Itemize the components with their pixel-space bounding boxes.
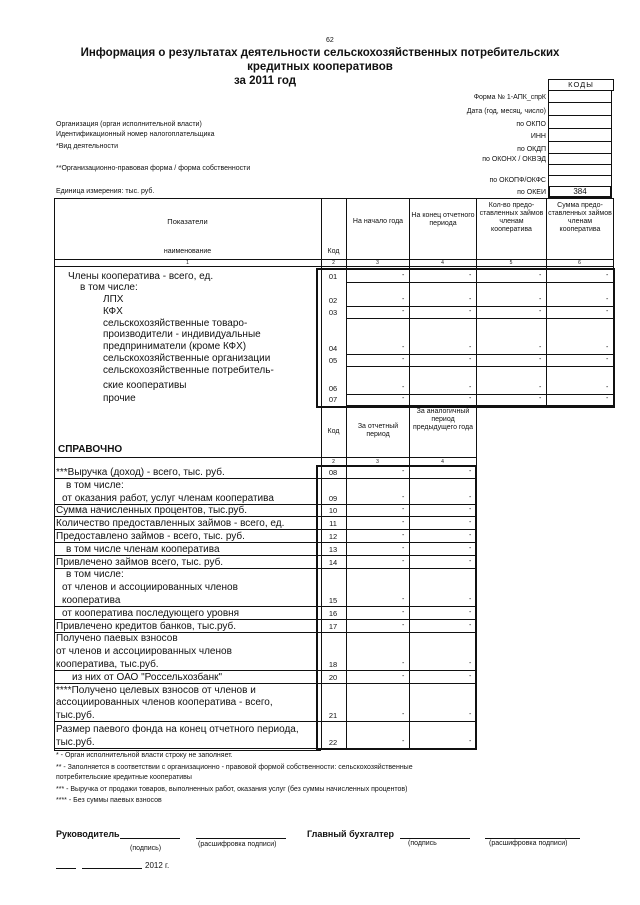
colnum-2: 2 bbox=[332, 260, 335, 266]
cell-value: - bbox=[606, 384, 609, 391]
cell-value: - bbox=[469, 711, 472, 719]
cell-value: - bbox=[606, 344, 609, 351]
footnote: *** - Выручка от продажи товаров, выполненных работ, оказания услуг (без суммы начисленных процентов) bbox=[56, 786, 408, 793]
table-row-label: Получено паевых взносов bbox=[56, 633, 178, 645]
header-report-period: За отчетный период bbox=[357, 423, 399, 438]
signature-accountant-label: Главный бухгалтер bbox=[307, 829, 395, 839]
table-row-label: производители - индивидуальные bbox=[103, 329, 261, 340]
table-row-label: в том числе: bbox=[80, 282, 138, 293]
colnum-3: 3 bbox=[376, 260, 379, 266]
table-row-label: в том числе: bbox=[66, 479, 124, 491]
row-code: 08 bbox=[328, 468, 338, 477]
form-label-inn: ИНН bbox=[530, 133, 546, 140]
codes-header: КОДЫ bbox=[548, 79, 614, 91]
form-label-okdp: по ОКДП bbox=[517, 146, 546, 153]
label-inn: Идентификационный номер налогоплательщика bbox=[56, 131, 215, 138]
header-end-period: На конец отчетного периода bbox=[411, 212, 475, 227]
table-row-label: Размер паевого фонда на конец отчетного периода, bbox=[56, 724, 299, 736]
cell-value: - bbox=[606, 395, 609, 402]
table-row-label: ****Получено целевых взносов от членов и bbox=[56, 684, 256, 696]
decode-caption: (расшифровка подписи) bbox=[198, 841, 277, 848]
label-unit: Единица измерения: тыс. руб. bbox=[56, 188, 155, 195]
cell-value: - bbox=[402, 738, 405, 745]
table-row-label: прочие bbox=[103, 393, 136, 404]
cell-value: - bbox=[402, 308, 405, 315]
title-line-1: Информация о результатах деятельности сельскохозяйственных потребительских bbox=[80, 47, 560, 59]
row-code: 05 bbox=[328, 356, 338, 365]
cell-value: - bbox=[539, 356, 542, 363]
table-row-label: Привлечено кредитов банков, тыс.руб. bbox=[56, 620, 237, 632]
table-row-label: ассоциированных членов кооператива - всего, bbox=[56, 697, 273, 709]
sign-caption: (подпись) bbox=[130, 845, 162, 852]
table-row-label: от членов и ассоциированных членов bbox=[62, 582, 238, 594]
code-box-okei[interactable]: 384 bbox=[548, 187, 612, 198]
code-box-date[interactable] bbox=[548, 103, 612, 116]
table-row-label: в том числе членам кооператива bbox=[66, 543, 220, 555]
table-row-label: кооператива, тыс.руб. bbox=[56, 659, 159, 670]
header-code: Код bbox=[327, 248, 340, 255]
table-row-label: из них от ОАО "Россельхозбанк" bbox=[72, 671, 223, 683]
cell-value: - bbox=[606, 296, 609, 303]
cell-value: - bbox=[469, 532, 472, 539]
cell-value: - bbox=[469, 557, 472, 565]
cell-value: - bbox=[469, 493, 472, 501]
header-prev-period: За аналогичный период предыдущего года bbox=[412, 408, 474, 431]
form-label-form: Форма № 1-АПК_спрК bbox=[473, 94, 546, 101]
header-indicators: Показатели bbox=[167, 217, 208, 226]
cell-value: - bbox=[469, 608, 472, 616]
title-line-3: за 2011 год bbox=[233, 75, 297, 87]
row-code: 18 bbox=[328, 660, 338, 669]
page-title bbox=[40, 46, 600, 88]
cell-value: - bbox=[402, 506, 405, 514]
signature-head-label: Руководитель bbox=[56, 829, 120, 839]
row-code: 09 bbox=[328, 493, 338, 503]
table-row-label: от оказания работ, услуг членам кооператива bbox=[62, 492, 274, 504]
table-row-label: Сумма начисленных процентов, тыс.руб. bbox=[56, 505, 248, 517]
table-row-label: сельскохозяйственные потребитель- bbox=[103, 365, 274, 376]
cell-value: - bbox=[402, 356, 405, 363]
cell-value: - bbox=[469, 506, 472, 514]
header-name: наименование bbox=[163, 248, 212, 255]
cell-value: - bbox=[539, 272, 542, 279]
code-box-form[interactable] bbox=[548, 90, 612, 103]
table-row-label: сельскохозяйственные товаро- bbox=[103, 318, 248, 329]
row-code: 17 bbox=[328, 621, 338, 631]
table-row-label: тыс.руб. bbox=[56, 710, 95, 722]
cell-value: - bbox=[402, 519, 405, 527]
cell-value: - bbox=[402, 384, 405, 391]
cell-value: - bbox=[469, 738, 472, 745]
header-code-2: Код bbox=[327, 428, 340, 435]
footnote: ** - Заполняется в соответствии с организационно - правовой формой собственности: сельскохозяйственные bbox=[56, 764, 413, 771]
table-row-label: Члены кооператива - всего, ед. bbox=[68, 271, 214, 282]
cell-value: - bbox=[469, 308, 472, 315]
cell-value: - bbox=[469, 544, 472, 552]
form-label-okpo: по ОКПО bbox=[516, 121, 546, 128]
cell-value: - bbox=[402, 544, 405, 552]
form-label-date: Дата (год, месяц, число) bbox=[466, 108, 546, 115]
cell-value: - bbox=[402, 532, 405, 539]
cell-value: - bbox=[402, 468, 405, 475]
cell-value: - bbox=[606, 272, 609, 279]
table-row-label: Предоставлено займов - всего, тыс. руб. bbox=[56, 531, 245, 542]
header-loan-count: Кол-во предо-ставленных займов членам кооператива bbox=[479, 202, 544, 233]
section-reference: СПРАВОЧНО bbox=[58, 444, 123, 455]
form-label-okopf: по ОКОПФ/ОКФС bbox=[489, 177, 546, 184]
label-activity: *Вид деятельности bbox=[56, 143, 118, 150]
row-code: 07 bbox=[328, 395, 338, 404]
cell-value: - bbox=[469, 296, 472, 303]
cell-value: - bbox=[402, 621, 405, 629]
cell-value: - bbox=[469, 384, 472, 391]
table-row-label: предприниматели (кроме КФХ) bbox=[103, 341, 247, 352]
cell-value: - bbox=[402, 296, 405, 303]
header-loan-sum: Сумма предо-ставленных займов членам кооператива bbox=[548, 202, 612, 233]
cell-value: - bbox=[469, 272, 472, 279]
cell-value: - bbox=[539, 296, 542, 303]
cell-value: - bbox=[402, 493, 405, 501]
table-row-label: кооператива bbox=[62, 595, 121, 606]
row-code: 12 bbox=[328, 532, 338, 541]
row-code: 15 bbox=[328, 596, 338, 605]
code-box-okdp[interactable] bbox=[548, 142, 612, 154]
page-number: 62 bbox=[326, 37, 334, 44]
sign-date: 2012 г. bbox=[145, 861, 170, 870]
table-row-label: тыс.руб. bbox=[56, 737, 95, 748]
form-label-okonh: по ОКОНХ / ОКВЭД bbox=[482, 156, 546, 163]
colnum-4: 4 bbox=[441, 260, 444, 266]
table-row-label: от членов и ассоциированных членов bbox=[56, 646, 232, 658]
footnote: потребительские кредитные кооперативы bbox=[56, 774, 192, 781]
code-box-okonh[interactable] bbox=[548, 154, 612, 165]
cell-value: - bbox=[539, 395, 542, 402]
row-code: 21 bbox=[328, 711, 338, 721]
table-row-label: ские кооперативы bbox=[103, 380, 187, 391]
footnote: **** - Без суммы паевых взносов bbox=[56, 797, 162, 804]
code-box-inn[interactable] bbox=[548, 129, 612, 142]
row-code: 20 bbox=[328, 672, 338, 682]
cell-value: - bbox=[539, 308, 542, 315]
cell-value: - bbox=[606, 308, 609, 315]
cell-value: - bbox=[539, 384, 542, 391]
title-line-2: кредитных кооперативов bbox=[247, 61, 393, 73]
cell-value: - bbox=[402, 344, 405, 351]
cell-value: - bbox=[469, 519, 472, 527]
header-start-year: На начало года bbox=[352, 218, 404, 225]
cell-value: - bbox=[469, 660, 472, 667]
cell-value: - bbox=[402, 608, 405, 616]
colnum-2b: 2 bbox=[332, 459, 335, 465]
colnum-5: 5 bbox=[509, 260, 513, 266]
cell-value: - bbox=[469, 596, 472, 603]
cell-value: - bbox=[402, 395, 405, 402]
row-code: 16 bbox=[328, 608, 338, 618]
cell-value: - bbox=[606, 356, 609, 363]
row-code: 04 bbox=[328, 344, 338, 353]
row-code: 14 bbox=[328, 557, 338, 567]
label-organization: Организация (орган исполнительной власти) bbox=[56, 121, 202, 128]
footnote: * - Орган исполнительной власти строку не заполняет. bbox=[56, 752, 233, 759]
cell-value: - bbox=[469, 672, 472, 680]
colnum-3b: 3 bbox=[376, 459, 379, 465]
table-row-label: Привлечено займов всего, тыс. руб. bbox=[56, 556, 224, 568]
cell-value: - bbox=[469, 468, 472, 475]
row-code: 10 bbox=[328, 506, 338, 516]
row-code: 11 bbox=[329, 519, 337, 529]
table-row-label: Количество предоставленных займов - всего, ед. bbox=[56, 518, 285, 530]
colnum-1: 1 bbox=[186, 260, 189, 266]
row-code: 06 bbox=[328, 384, 338, 393]
cell-value: - bbox=[469, 356, 472, 363]
row-code: 03 bbox=[328, 308, 338, 317]
table-row-label: КФХ bbox=[103, 306, 123, 317]
form-label-okei: по ОКЕИ bbox=[517, 189, 546, 196]
cell-value: - bbox=[402, 596, 405, 603]
table-row-label: в том числе: bbox=[66, 569, 124, 581]
row-code: 13 bbox=[328, 544, 338, 554]
cell-value: - bbox=[469, 344, 472, 351]
code-box-okopf[interactable] bbox=[548, 176, 612, 187]
label-opf: **Организационно-правовая форма / форма собственности bbox=[56, 165, 251, 172]
table-row-label: ЛПХ bbox=[103, 294, 124, 305]
cell-value: - bbox=[402, 557, 405, 565]
table-row-label: от кооператива последующего уровня bbox=[62, 607, 240, 619]
cell-value: - bbox=[539, 344, 542, 351]
row-code: 02 bbox=[328, 296, 338, 305]
code-box-blank[interactable] bbox=[548, 165, 612, 176]
table-row-label: ***Выручка (доход) - всего, тыс. руб. bbox=[56, 467, 225, 478]
cell-value: - bbox=[402, 660, 405, 667]
cell-value: - bbox=[469, 395, 472, 402]
code-box-okpo[interactable] bbox=[548, 116, 612, 129]
cell-value: - bbox=[402, 672, 405, 680]
row-code: 01 bbox=[328, 272, 338, 281]
table-row-label: сельскохозяйственные организации bbox=[103, 353, 271, 364]
cell-value: - bbox=[402, 711, 405, 719]
colnum-4b: 4 bbox=[441, 459, 444, 465]
cell-value: - bbox=[402, 272, 405, 279]
decode-caption-2: (расшифровка подписи) bbox=[489, 840, 568, 847]
colnum-6: 6 bbox=[578, 260, 581, 266]
sign-caption-2: (подпись bbox=[408, 840, 437, 847]
cell-value: - bbox=[469, 621, 472, 629]
row-code: 22 bbox=[328, 738, 338, 747]
